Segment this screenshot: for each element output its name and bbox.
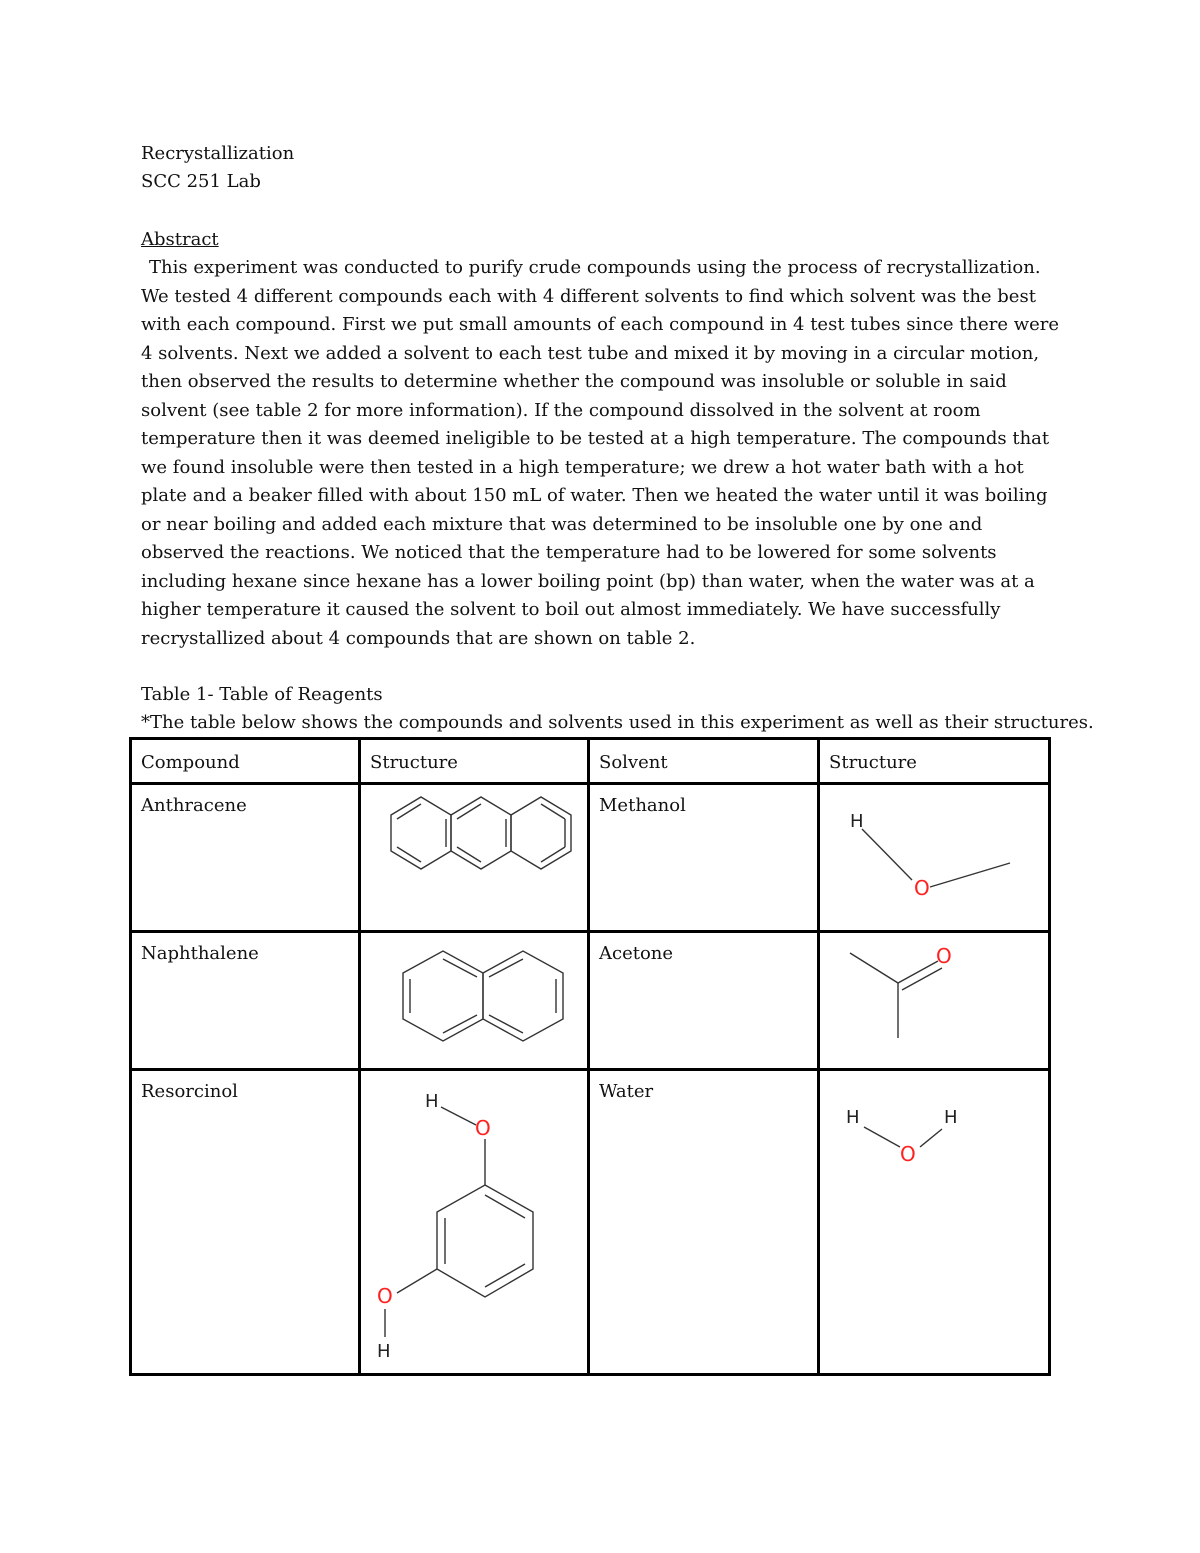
- document-title: Recrystallization: [141, 143, 295, 164]
- table-header-row: [131, 739, 1050, 784]
- resorcinol-structure: [360, 1070, 589, 1375]
- table-note: *The table below shows the compounds and solvents used in this experiment as well as their structures.: [141, 712, 1094, 733]
- naphthalene-drawing: [361, 933, 587, 1063]
- methanol-structure: [819, 784, 1050, 932]
- resorcinol-drawing: [361, 1071, 587, 1371]
- table-caption: Table 1- Table of Reagents: [141, 684, 383, 705]
- reagents-table: [129, 737, 1051, 1376]
- table-row: [131, 932, 1050, 1070]
- header-compound: Compound: [131, 739, 360, 784]
- abstract-text: This experiment was conducted to purify crude compounds using the process of recrystallization. We tested 4 different compounds each with 4 different solvents to find which solvent was the best with each compound. First we put small amounts of each compound in 4 test tubes since there were 4 solvents. Next we added a solvent to each test tube and mixed it by moving in a circular motion, then observed the results to determine whether the compound was insoluble or soluble in said solvent (see table 2 for more information). If the compound dissolved in the solvent at room temperature then it was deemed ineligible to be tested at a high temperature. The compounds that we found insoluble were then tested in a high temperature; we drew a hot water bath with a hot plate and a beaker filled with about 150 mL of water. Then we heated the water until it was boiling or near boiling and added each mixture that was determined to be insoluble one by one and observed the reactions. We noticed that the temperature had to be lowered for some solvents including hexane since hexane has a lower boiling point (bp) than water, when the water was at a higher temperature it caused the solvent to boil out almost immediately. We have successfully recrystallized about 4 compounds that are shown on table 2.: [141, 257, 1060, 649]
- header-structure: Structure: [360, 739, 589, 784]
- oxygen-atom-label: O: [475, 1116, 491, 1140]
- oxygen-atom-label: O: [914, 876, 930, 900]
- hydrogen-atom-label: H: [944, 1107, 958, 1128]
- compound-name: Anthracene: [131, 784, 360, 932]
- abstract-heading: Abstract: [141, 229, 219, 250]
- acetone-drawing: [820, 933, 1048, 1063]
- naphthalene-structure: [360, 932, 589, 1070]
- solvent-name: Acetone: [589, 932, 819, 1070]
- solvent-name: Methanol: [589, 784, 819, 932]
- oxygen-atom-label: O: [377, 1284, 393, 1308]
- table-row: [131, 784, 1050, 932]
- methanol-drawing: [820, 785, 1048, 925]
- compound-name: Resorcinol: [131, 1070, 360, 1375]
- solvent-name: Water: [589, 1070, 819, 1375]
- compound-name: Naphthalene: [131, 932, 360, 1070]
- acetone-structure: [819, 932, 1050, 1070]
- hydrogen-atom-label: H: [425, 1091, 439, 1112]
- water-structure: [819, 1070, 1050, 1375]
- header-solvent: Solvent: [589, 739, 819, 784]
- table-row: [131, 1070, 1050, 1375]
- anthracene-drawing: [361, 785, 587, 925]
- water-drawing: [820, 1071, 1048, 1371]
- hydrogen-atom-label: H: [377, 1341, 391, 1362]
- hydrogen-atom-label: H: [850, 811, 864, 832]
- header-solvent-structure: Structure: [819, 739, 1050, 784]
- hydrogen-atom-label: H: [846, 1107, 860, 1128]
- oxygen-atom-label: O: [936, 944, 952, 968]
- course-name: SCC 251 Lab: [141, 171, 261, 192]
- oxygen-atom-label: O: [900, 1142, 916, 1166]
- anthracene-structure: [360, 784, 589, 932]
